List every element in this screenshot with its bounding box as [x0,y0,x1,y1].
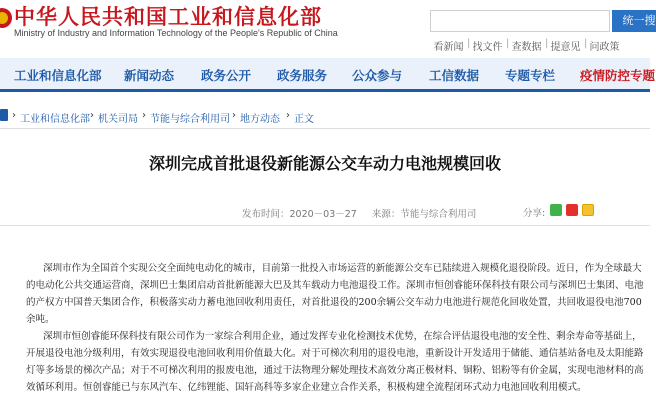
qzone-share-icon[interactable] [582,204,594,216]
breadcrumb-current: 正文 [294,114,314,125]
divider: | [506,38,510,49]
divider: | [545,38,549,49]
site-title[interactable]: 中华人民共和国工业和信息化部 [14,5,322,29]
publish-date: 发布时间：2020－03－27 [242,209,357,220]
utility-links [430,38,623,53]
breadcrumb-separator: › [286,110,290,121]
breadcrumb-local-news[interactable]: 地方动态 [240,114,280,125]
breadcrumb-separator: › [12,110,16,121]
article-paragraph: 深圳市恒创睿能环保科技有限公司作为一家综合利用企业，通过发挥专业化检测技术优势，在综合评估退役电池的安全性、剩余寿命等基础上，开展退役电池分级利用，有效实现退役电池回收利用价值最大化。对于可梯次利用的退役电池，重新设计开发适用于储能、通信基站备电及太阳能路灯等多场景的梯次产品；对于不可梯次利用的报废电池，通过干法物理分解处理技术高效分离正极材料、铜粉、铝粉等有价金属，实现电池材料的高效循环利用。恒创睿能已与东风汽车、亿纬锂能、国轩高科等多家企业建立合作关系，积极构建全流程闭环式动力电池回收利用模式。 [26,331,644,393]
util-link-news[interactable]: 看新闻 [433,42,464,53]
nav-item-news[interactable]: 新闻动态 [124,68,175,83]
breadcrumb-energy-dept[interactable]: 节能与综合利用司 [150,114,230,125]
util-link-policy[interactable]: 问政策 [589,42,620,53]
site-header [0,0,656,55]
breadcrumb-separator: › [232,110,236,121]
divider [0,225,650,226]
article-meta [242,206,488,220]
main-nav [0,58,656,92]
util-link-files[interactable]: 找文件 [472,42,503,53]
util-link-data[interactable]: 查数据 [511,42,542,53]
weibo-share-icon[interactable] [566,204,578,216]
nav-item-special-topics[interactable]: 专题专栏 [505,68,556,83]
search-input[interactable] [430,10,610,32]
share-label: 分享: [523,208,546,219]
divider: | [584,38,588,49]
divider: | [467,38,471,49]
search-button[interactable]: 统一搜 [612,10,656,32]
nav-item-epidemic[interactable]: 疫情防控专题 [580,68,656,83]
breadcrumb-miit[interactable]: 工业和信息化部 [20,114,90,125]
nav-item-gov-affairs[interactable]: 政务公开 [201,68,252,83]
nav-item-public-participation[interactable]: 公众参与 [352,68,403,83]
breadcrumb-departments[interactable]: 机关司局 [98,114,138,125]
article-title: 深圳完成首批退役新能源公交车动力电池规模回收 [148,154,501,173]
site-subtitle: Ministry of Industry and Information Technology of the People's Republic of China [14,28,338,38]
breadcrumb-separator: › [142,110,146,121]
nav-item-miit[interactable]: 工业和信息化部 [14,68,102,83]
nav-item-data[interactable]: 工信数据 [429,68,480,83]
article-paragraph: 深圳市作为全国首个实现公交全面纯电动化的城市，目前第一批投入市场运营的新能源公交车已陆续进入规模化退役阶段。近日，作为全球最大的电动化公共交通运营商，深圳巴士集团启动首批新能源大巴及其车载动力电池退役工作。深圳市恒创睿能环保科技有限公司与深圳巴士集团、电池的产权方中国普天集团合作，积极落实动力蓄电池回收利用责任，对首批退役的200余辆公交车动力电池进行规范化回收处置，共回收退役电池700余吨。 [26,263,644,325]
nav-item-gov-services[interactable]: 政务服务 [277,68,328,83]
article-source: 来源：节能与综合利用司 [371,209,477,220]
util-link-feedback[interactable]: 提意见 [550,42,581,53]
article-body [26,260,650,396]
wechat-share-icon[interactable] [550,204,562,216]
national-emblem-icon[interactable] [0,2,14,36]
divider [0,128,650,129]
breadcrumb [0,110,650,124]
home-icon [0,109,8,121]
breadcrumb-separator: › [90,110,94,121]
